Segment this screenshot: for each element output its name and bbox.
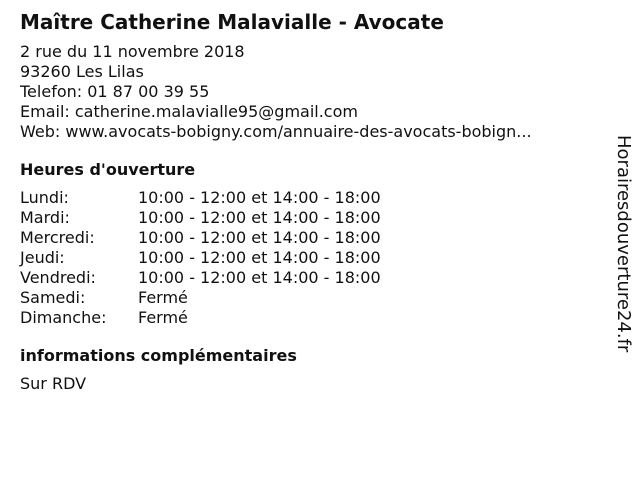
phone-line [20, 82, 610, 102]
time-value: 10:00 - 12:00 et 14:00 - 18:00 [138, 268, 381, 287]
time-value: 10:00 - 12:00 et 14:00 - 18:00 [138, 188, 381, 207]
day-label: Vendredi: [20, 268, 96, 287]
day-label: Mercredi: [20, 228, 95, 247]
time-value: 10:00 - 12:00 et 14:00 - 18:00 [138, 228, 381, 247]
day-label: Jeudi: [20, 248, 65, 267]
hours-row-friday [20, 268, 610, 288]
hours-row-sunday [20, 308, 610, 328]
time-value: 10:00 - 12:00 et 14:00 - 18:00 [138, 248, 381, 267]
email-line [20, 102, 610, 122]
phone-label: Telefon: [20, 82, 83, 101]
time-value: Fermé [138, 308, 188, 327]
side-brand-text: Horairesdouverture24.fr [613, 135, 634, 353]
time-value: 10:00 - 12:00 et 14:00 - 18:00 [138, 208, 381, 227]
business-card [20, 8, 610, 394]
phone-value[interactable]: 01 87 00 39 55 [87, 82, 210, 101]
website-line [20, 122, 610, 142]
additional-info-title: informations complémentaires [20, 346, 297, 365]
address-line-1: 2 rue du 11 novembre 2018 [20, 42, 245, 61]
day-label: Lundi: [20, 188, 69, 207]
website-label: Web: [20, 122, 61, 141]
time-value: Fermé [138, 288, 188, 307]
hours-row-thursday [20, 248, 610, 268]
hours-row-wednesday [20, 228, 610, 248]
hours-row-saturday [20, 288, 610, 308]
website-value[interactable]: www.avocats-bobigny.com/annuaire-des-avocats-bobign... [65, 122, 532, 141]
email-value[interactable]: catherine.malavialle95@gmail.com [74, 102, 358, 121]
day-label: Mardi: [20, 208, 70, 227]
business-title: Maître Catherine Malavialle - Avocate [20, 10, 444, 34]
address-line-2: 93260 Les Lilas [20, 62, 144, 81]
additional-info-text: Sur RDV [20, 374, 87, 393]
opening-hours-title: Heures d'ouverture [20, 160, 196, 179]
day-label: Samedi: [20, 288, 86, 307]
hours-row-monday [20, 188, 610, 208]
email-label: Email: [20, 102, 70, 121]
day-label: Dimanche: [20, 308, 107, 327]
hours-row-tuesday [20, 208, 610, 228]
opening-hours-list [20, 188, 610, 328]
